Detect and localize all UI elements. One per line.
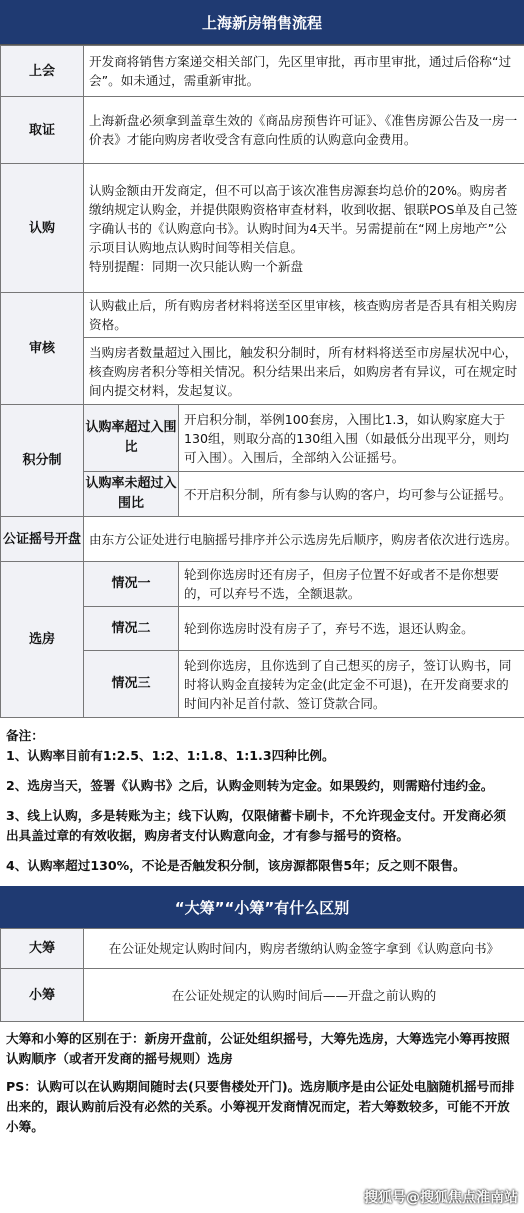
row-xiaochou bbox=[1, 969, 524, 1022]
label-shanghui: 上会 bbox=[1, 46, 84, 97]
label-dachou: 大筹 bbox=[1, 929, 84, 969]
label-xuanfang: 选房 bbox=[1, 562, 84, 718]
page-title: 上海新房销售流程 bbox=[0, 0, 524, 45]
text-case-1: 轮到你选房时还有房子，但房子位置不好或者不是你想要的，可以弃号不选，全额退款。 bbox=[179, 562, 524, 607]
sublabel-jifen-a: 认购率超过入围比 bbox=[84, 405, 179, 472]
text-shenhe-2: 当购房者数量超过入围比，触发积分制时，所有材料将送至市房屋状况中心，核查购房者积分等相关情况。积分结果出来后，如购房者有异议，可在规定时间内提交材料，发起复议。 bbox=[84, 338, 524, 405]
row-shanghui bbox=[1, 46, 524, 97]
ps-text: PS：认购可以在认购期间随时去(只要售楼处开门)。选房顺序是由公证处电脑随机摇号而排出来的，跟认购前后没有必然的关系。小筹视开发商情况而定，若大筹数较多，可能不开放小筹。 bbox=[6, 1079, 515, 1134]
row-dachou bbox=[1, 929, 524, 969]
section-title-chou: “大筹”“小筹”有什么区别 bbox=[0, 886, 524, 928]
text-jifen-b: 不开启积分制，所有参与认购的客户，均可参与公证摇号。 bbox=[179, 472, 524, 517]
text-case-3: 轮到你选房，且你选到了自己想买的房子，签订认购书，同时将认购金直接转为定金(此定金不可退)，在开发商要求的时间内补足首付款、签订贷款合同。 bbox=[179, 651, 524, 718]
label-xiaochou: 小筹 bbox=[1, 969, 84, 1022]
note-3: 3、线上认购，多是转账为主；线下认购，仅限储蓄卡刷卡，不允许现金支付。开发商必须出具盖过章的有效收据，购房者支付认购意向金，才有参与摇号的资格。 bbox=[6, 808, 506, 843]
text-case-2: 轮到你选房时没有房子了，弃号不选，退还认购金。 bbox=[179, 607, 524, 651]
text-quzheng: 上海新盘必须拿到盖章生效的《商品房预售许可证》、《准售房源公告及一房一价表》才能向购房者收受含有意向性质的认购意向金费用。 bbox=[84, 97, 524, 164]
note-1: 1、认购率目前有1:2.5、1:2、1:1.8、1:1.3四种比例。 bbox=[6, 748, 335, 763]
row-xuanfang-1 bbox=[1, 562, 524, 607]
text-dachou: 在公证处规定认购时间内，购房者缴纳认购金签字拿到《认购意向书》 bbox=[84, 929, 524, 969]
text-xiaochou: 在公证处规定的认购时间后——开盘之前认购的 bbox=[84, 969, 524, 1022]
row-rengou bbox=[1, 164, 524, 293]
sublabel-case-3: 情况三 bbox=[84, 651, 179, 718]
difference-text: 大筹和小筹的区别在于：新房开盘前，公证处组织摇号，大筹先选房，大筹选完小筹再按照认购顺序（或者开发商的摇号规则）选房 bbox=[6, 1031, 510, 1066]
watermark: 搜狐号@搜狐焦点淮南站 bbox=[364, 1190, 518, 1206]
rengou-para-2: 特别提醒：同期一次只能认购一个新盘 bbox=[89, 258, 304, 274]
sublabel-jifen-b: 认购率未超过入围比 bbox=[84, 472, 179, 517]
label-jifen: 积分制 bbox=[1, 405, 84, 517]
notes-head: 备注： bbox=[6, 728, 44, 743]
sublabel-case-2: 情况二 bbox=[84, 607, 179, 651]
note-2: 2、选房当天，签署《认购书》之后，认购金则转为定金。如果毁约，则需赔付违约金。 bbox=[6, 778, 494, 793]
chou-table bbox=[0, 928, 524, 1022]
row-jifen-a bbox=[1, 405, 524, 472]
label-shenhe: 审核 bbox=[1, 293, 84, 405]
label-quzheng: 取证 bbox=[1, 97, 84, 164]
text-jifen-a: 开启积分制，举例100套房，入围比1.3，如认购家庭大于130组，则取分高的130组入围（如最低分出现平分，则均可入围）。入围后，全部纳入公证摇号。 bbox=[179, 405, 524, 472]
row-shenhe-1 bbox=[1, 293, 524, 338]
text-rengou bbox=[84, 164, 524, 293]
text-yaohao: 由东方公证处进行电脑摇号排序并公示选房先后顺序，购房者依次进行选房。 bbox=[84, 517, 524, 562]
rengou-para-1: 认购金额由开发商定，但不可以高于该次准售房源套均总价的20%。购房者缴纳规定认购金，并提供限购资格审查材料，收到收据、银联POS单及自己签字确认书的《认购意向书》。认购时间为4天半。另需提前在“网上房地产”公示项目认购地点认购时间等相关信息。 bbox=[89, 182, 518, 255]
text-shanghui: 开发商将销售方案递交相关部门，先区里审批，再市里审批，通过后俗称“过会”。如未通过，需重新审批。 bbox=[84, 46, 524, 97]
notes-section bbox=[0, 718, 524, 876]
ps-section bbox=[0, 1069, 524, 1137]
sublabel-case-1: 情况一 bbox=[84, 562, 179, 607]
row-quzheng bbox=[1, 97, 524, 164]
text-shenhe-1: 认购截止后，所有购房者材料将送至区里审核，核查购房者是否具有相关购房资格。 bbox=[84, 293, 524, 338]
label-rengou: 认购 bbox=[1, 164, 84, 293]
process-table bbox=[0, 45, 524, 718]
row-yaohao bbox=[1, 517, 524, 562]
label-yaohao: 公证摇号开盘 bbox=[1, 517, 84, 562]
note-4: 4、认购率超过130%，不论是否触发积分制，该房源都限售5年；反之则不限售。 bbox=[6, 858, 466, 873]
